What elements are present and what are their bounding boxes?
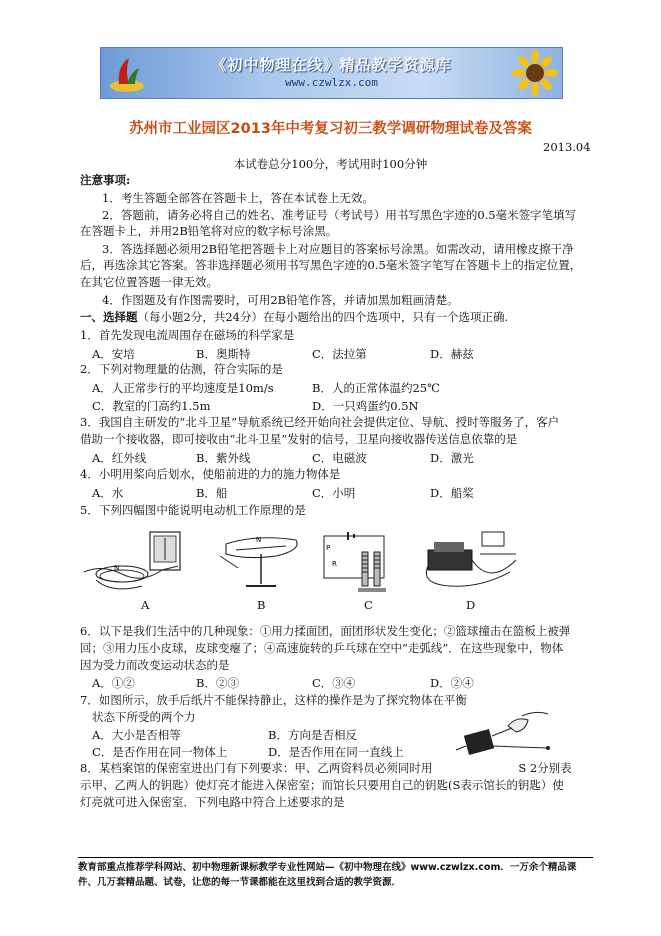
- q3-option-c: C．电磁波: [312, 451, 367, 465]
- question-3-stem-cont: 借助一个接收器，即可接收由“北斗卫星”发射的信号，卫星向接收器传送信息依靠的是: [80, 432, 518, 446]
- figure-d-apparatus: [420, 526, 520, 600]
- q6-option-b: B．②③: [196, 676, 239, 690]
- figure-a-label: A: [141, 598, 150, 612]
- q4-option-c: C．小明: [312, 486, 356, 500]
- question-6-stem: 6．以下是我们生活中的几种现象：①用力揉面团，面团形状发生变化；②篮球撞击在篮板上被弹: [80, 624, 571, 638]
- q3-option-d: D．激光: [430, 451, 474, 465]
- question-2-stem: 2．下列对物理量的估测，符合实际的是: [80, 362, 283, 376]
- notes-heading: 注意事项:: [80, 173, 131, 187]
- q1-option-b: B．奥斯特: [196, 347, 251, 361]
- svg-text:R: R: [332, 560, 337, 568]
- figure-b-rod-apparatus: [216, 528, 306, 600]
- figure-a-motor-apparatus: [82, 524, 204, 608]
- note-line: 4．作图题及有作图需要时，可用2B铅笔作答，并请加黑加粗画清楚。: [102, 293, 459, 307]
- question-8-stem-cont: 灯亮就可进入保密室．下列电路中符合上述要求的是: [80, 795, 345, 809]
- figure-d-label: D: [466, 598, 476, 612]
- question-8-stem2-tail: 表示馆长的钥匙）使: [460, 778, 564, 792]
- banner-url: www.czwlzx.com: [285, 76, 378, 89]
- q3-option-b: B．紫外线: [196, 451, 251, 465]
- q1-option-a: A．安培: [92, 347, 135, 361]
- q6-option-d: D．②④: [430, 676, 474, 690]
- q4-option-a: A．水: [92, 486, 124, 500]
- q1-option-d: D．赫兹: [430, 347, 474, 361]
- note-line: 在其它位置答题一律无效。: [80, 275, 218, 289]
- svg-text:N: N: [256, 536, 262, 544]
- footer-line: 教育部重点推荐学科网站、初中物理新课标教学专业性网站—《初中物理在线》www.czwlzx.com．一万余个精品课: [78, 862, 577, 873]
- q2-option-a: A．人正常步行的平均速度是10m/s: [92, 381, 274, 395]
- exam-info: 本试卷总分100分，考试用时100分钟: [233, 157, 428, 171]
- note-line: 后，再选涂其它答案。答非选择题必须用书写黑色字迹的0.5毫米签字笔写在答题卡上的指定位置，: [80, 258, 582, 272]
- q6-option-c: C．③④: [312, 676, 356, 690]
- q1-option-c: C．法拉第: [312, 347, 367, 361]
- figure-q7-card-twist: [452, 706, 552, 764]
- document-title: 苏州市工业园区2013年中考复习初三教学调研物理试卷及答案: [129, 121, 532, 137]
- sunflower-icon: [512, 50, 558, 96]
- exam-date: 2013.04: [543, 140, 591, 154]
- question-7-stem-cont: 状态下所受的两个力: [92, 710, 196, 724]
- svg-text:N: N: [114, 564, 120, 572]
- question-8-stem: [80, 761, 572, 776]
- question-8-stem-cont: [80, 778, 564, 793]
- question-8-stem-text: 8．某档案馆的保密室进出门有下列要求：甲、乙两资料员必须同时用: [80, 761, 433, 775]
- q7-option-c: C．是否作用在同一物体上: [92, 745, 228, 759]
- q2-option-d: D．一只鸡蛋约0.5N: [312, 399, 419, 413]
- q7-option-d: D．是否作用在同一直线上: [268, 745, 404, 759]
- note-line: 在答题卡上，并用2B铅笔将对应的数字标号涂黑。: [80, 224, 338, 238]
- section-heading: [80, 310, 508, 325]
- q6-option-a: A．①②: [92, 676, 135, 690]
- q7-option-b: B．方向是否相反: [268, 728, 357, 742]
- question-8-stem2-text: 示甲、乙两人的钥匙）使灯亮才能进入保密室；而馆长只要用自己的钥匙(S: [80, 778, 461, 792]
- question-1-stem: 1．首先发现电流周围存在磁场的科学家是: [80, 328, 295, 342]
- q4-option-b: B．船: [196, 486, 228, 500]
- note-line: 1．考生答题全部答在答题卡上，答在本试卷上无效。: [102, 191, 374, 205]
- section-heading-bold: 一、选择题: [80, 310, 138, 324]
- question-8-stem-tail: S 2分别表: [518, 761, 572, 775]
- q4-option-d: D．船桨: [430, 486, 474, 500]
- q2-option-b: B．人的正常体温约25℃: [312, 381, 440, 395]
- note-line: 2．答题前，请务必将自己的姓名、准考证号（考试号）用书写黑色字迹的0.5毫米签字笔填写: [102, 208, 577, 222]
- figure-c-circuit: [318, 530, 398, 600]
- svg-text:P: P: [326, 544, 331, 552]
- banner-title: 《初中物理在线》精品教学资源库: [211, 56, 452, 74]
- question-6-stem-cont: 因为受力而改变运动状态的是: [80, 658, 230, 672]
- figure-b-label: B: [257, 598, 266, 612]
- figure-c-label: C: [364, 598, 373, 612]
- note-line: 3．答选择题必须用2B铅笔把答题卡上对应题目的答案标号涂黑。如需改动，请用橡皮擦干净: [102, 242, 574, 256]
- question-6-stem-cont: 回；③用力压小皮球，皮球变瘪了；④高速旋转的乒乓球在空中“走弧线”．在这些现象中，物体: [80, 641, 564, 655]
- page-footer: [78, 857, 593, 890]
- footer-line: 件、几万套精品题、试卷，让您的每一节课都能在这里找到合适的教学资源．: [78, 877, 402, 888]
- question-3-stem: 3．我国自主研发的“北斗卫星”导航系统已经开始向社会提供定位、导航、授时等服务了，客户: [80, 415, 560, 429]
- question-5-stem: 5．下列四幅图中能说明电动机工作原理的是: [80, 503, 306, 517]
- q2-option-c: C．教室的门高约1.5m: [92, 399, 211, 413]
- question-7-stem: 7．如图所示，放手后纸片不能保持静止，这样的操作是为了探究物体在平衡: [80, 693, 467, 707]
- q7-option-a: A．大小是否相等: [92, 728, 181, 742]
- section-heading-rest: （每小题2分，共24分）在每小题给出的四个选项中，只有一个选项正确.: [137, 310, 509, 324]
- question-4-stem: 4．小明用桨向后划水，使船前进的力的施力物体是: [80, 467, 341, 481]
- q3-option-a: A．红外线: [92, 451, 147, 465]
- header-banner: [100, 47, 563, 99]
